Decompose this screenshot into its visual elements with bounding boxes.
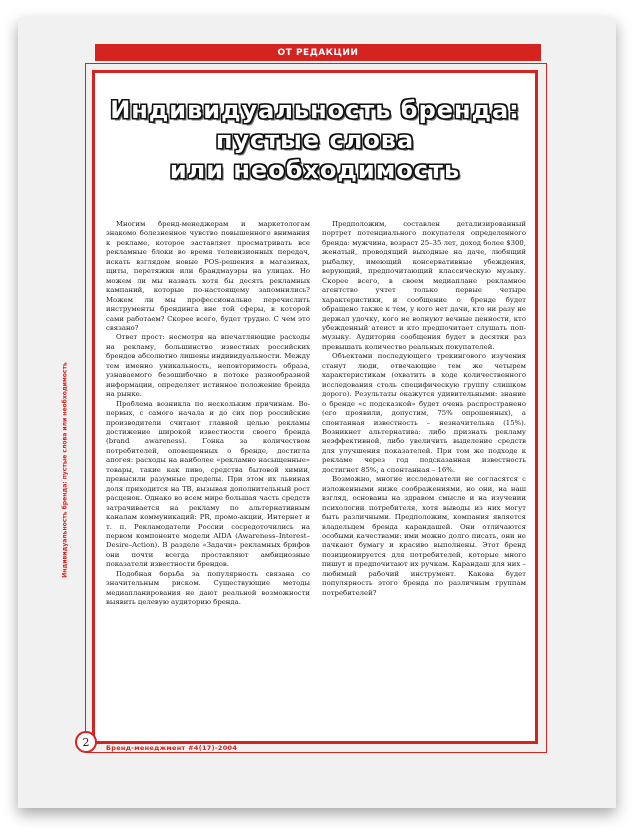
- article-body: [106, 220, 526, 736]
- column-right: [322, 220, 526, 736]
- section-header: [95, 44, 541, 61]
- article-title: [100, 95, 530, 185]
- title-line-2: пустые слова: [215, 126, 415, 154]
- side-running-title-text: Индивидуальность бренда: пустые слова или необходимость: [61, 362, 69, 578]
- paragraph: Объектами последующего трекингового изучения станут люди, отвечающие тем же четырем характеристикам (охватить в ходе количественного исследования столь специфическую группу слишком дорого). Результаты окажутся удивительными: знание о бренде «с подсказкой» будет очень распространено (его проявили, допустим, 75% опрошенных), а спонтанная известность – незначительна (15%). Возникнет альтернатива: либо признать рекламу неэффективной, либо увеличить выделение средств для улучшения показателей. При том же подходе к рекламе через год подсказанная известность достигнет 85%, а спонтанная – 16%.: [322, 352, 526, 474]
- page-number: 2: [75, 731, 97, 753]
- title-line-1: Индивидуальность бренда:: [110, 96, 520, 124]
- paragraph: Подобная борьба за популярность связана со значительным риском. Существующие методы медиапланирования не дают реальной возможности выявить целевую аудиторию бренда.: [106, 569, 310, 607]
- section-label: ОТ РЕДАКЦИИ: [277, 47, 359, 58]
- paragraph: Возможно, многие исследователи не согласятся с изложенными ниже соображениями, но они, на наш взгляд, основаны на здравом смысле и на изучении психологии потребителя, хотя выводы из них могут быть различными. Предположим, компания является владельцем бренда карандашей. Они отличаются особыми качествами: ими можно долго писать, они не пачкают бумагу и красиво выполнены. Этот бренд позиционируется для потребителей, которые много пишут и предпочитают их ручкам. Карандаш для них – любимый рабочий инструмент. Какова будет популярность этого бренда по различным группам потребителей?: [322, 475, 526, 597]
- column-left: [106, 220, 310, 736]
- paragraph: Многим бренд-менеджерам и маркетологам знакомо болезненное чувство повышенного внимания к рекламе, которое заставляет просматривать все рекламные блоки во время телевизионных передач, искать взглядом новые POS-решения в магазинах, щиты, перетяжки или брандмауэры на улицах. Но можем ли мы назвать хотя бы десять рекламных кампаний, которые по-настоящему запомнились? Можем ли мы профессионально перечислить инструменты брендинга вне той сферы, в которой сами работаем? Скорее всего, будет трудно. С чем это связано?: [106, 220, 310, 332]
- side-running-title: [58, 200, 72, 740]
- paragraph: Ответ прост: несмотря на впечатляющие расходы на рекламу, большинство известных российских брендов абсолютно лишены индивидуальности. Между тем именно уникальность, неповторимость образа, узнаваемого безошибочно в потоке разнообразной информации, определяет истинное положение бренда на рынке.: [106, 333, 310, 399]
- paragraph: Проблема возникла по нескольким причинам. Во-первых, с самого начала и до сих пор российские производители считают главной целью рекламы достижение широкой известности своего бренда (brand awareness). Гонка за количеством потребителей, оповещенных о бренде, достигла апогея: расходы на наиболее «рекламно насыщенные» товары, такие как пиво, средства бытовой химии, превысили разумные пределы. При этом их львиная доля приходится на ТВ, вызывая дополнительный рост расценок. Однако во всем мире большая часть средств затрачивается на рекламу по альтернативным каналам коммуникаций: PR, промо-акции, Интернет и т. п. Рекламодатели России сосредоточились на первом компоненте модели AIDA (Awareness–Interest–Desire–Action). В разделе «Задачи» рекламных брифов они почти всегда проставляют амбициозные показатели известности брендов.: [106, 399, 310, 569]
- title-line-3: или необходимость: [169, 156, 461, 184]
- footer-issue: Бренд-менеджмент #4(17)-2004: [106, 744, 238, 752]
- footer-divider: [95, 752, 535, 753]
- paragraph: Предположим, составлен детализированный портрет потенциального покупателя определенного бренда: мужчина, возраст 25–35 лет, доход более $300, женатый, проводящий выходные на даче, любящий рыбалку, имеющий консервативные убеждения, верующий, предпочитающий классическую музыку. Скорее всего, в своем медиаплане рекламное агентство учтет только первые четыре характеристики, и сообщение о бренде будет обращено также к тем, у кого нет дачи, кто ни разу не держал удочку, кого не волнуют вечные ценности, кто убежденный атеист и кто предпочитает слушать поп-музыку. Аудитория сообщения будет в десятки раз превышать количество реальных покупателей.: [322, 220, 526, 351]
